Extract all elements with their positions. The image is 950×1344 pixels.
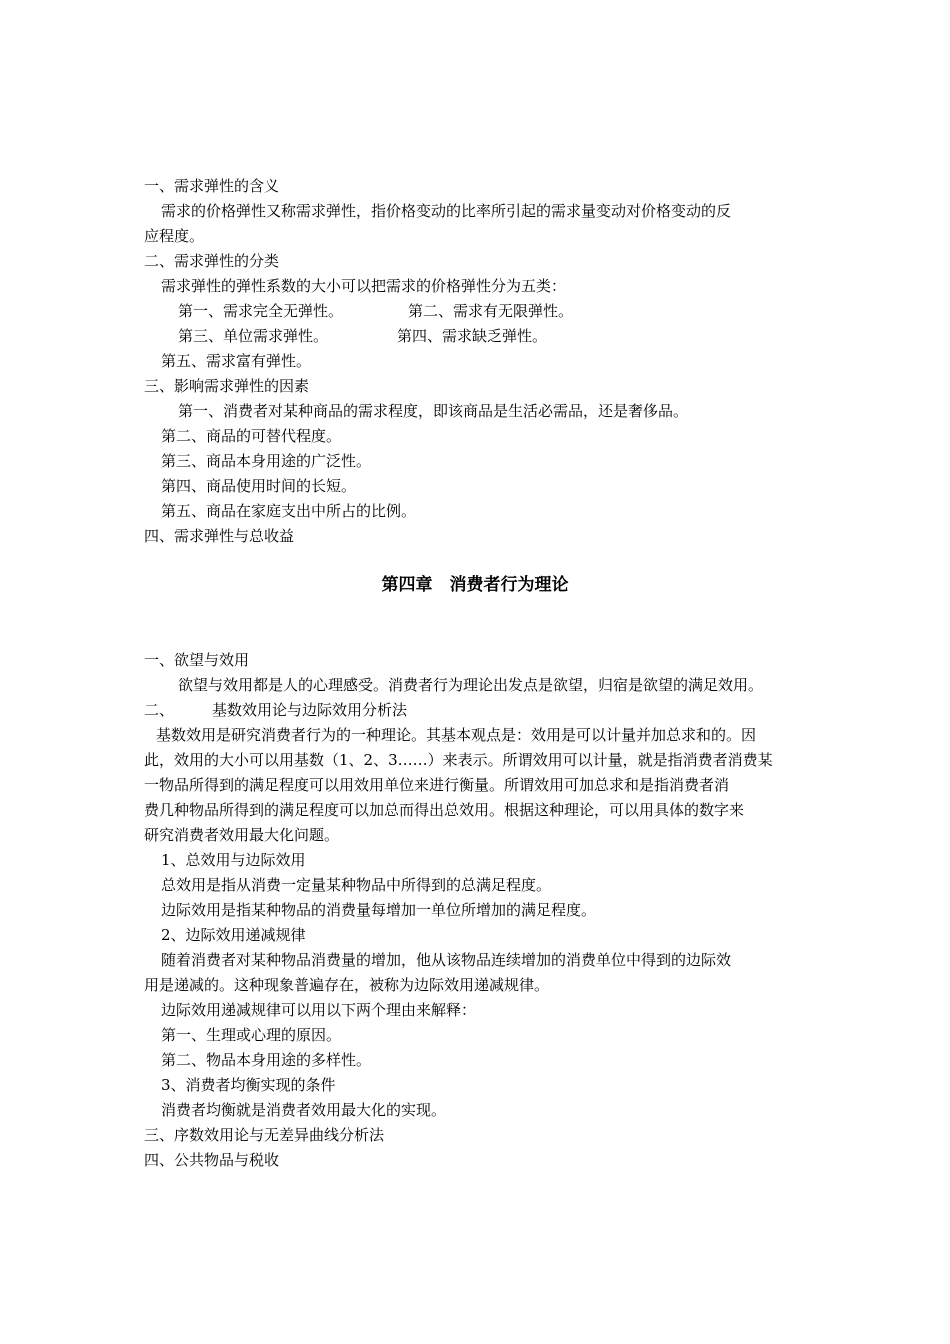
heading-demand-elasticity-meaning: 一、需求弹性的含义: [144, 177, 280, 195]
factor-item-5: 第五、商品在家庭支出中所占的比例。: [161, 502, 417, 520]
paragraph-cardinal-line4: 费几种物品所得到的满足程度可以加总而得出总效用。根据这种理论，可以用具体的数字来: [144, 801, 745, 819]
paragraph-diminishing-line1: 随着消费者对某种物品消费量的增加，他从该物品连续增加的消费单位中得到的边际效: [161, 951, 732, 969]
definition-total-utility: 总效用是指从消费一定量某种物品中所得到的总满足程度。: [161, 876, 552, 894]
chapter-title: 第四章 消费者行为理论: [381, 575, 569, 595]
paragraph-classes-intro: 需求弹性的弹性系数的大小可以把需求的价格弹性分为五类：: [161, 277, 567, 295]
class-item-3: 第三、单位需求弹性。: [178, 327, 329, 345]
heading-desire-utility: 一、欲望与效用: [144, 651, 250, 669]
factor-item-4: 第四、商品使用时间的长短。: [161, 477, 357, 495]
definition-marginal-utility: 边际效用是指某种物品的消费量每增加一单位所增加的满足程度。: [161, 901, 597, 919]
heading-ordinal-utility: 三、序数效用论与无差异曲线分析法: [144, 1126, 385, 1144]
class-item-2: 第二、需求有无限弹性。: [408, 302, 574, 320]
class-item-4: 第四、需求缺乏弹性。: [397, 327, 548, 345]
paragraph-diminishing-line2: 用是递减的。这种现象普遍存在，被称为边际效用递减规律。: [144, 976, 550, 994]
heading-elasticity-factors: 三、影响需求弹性的因素: [144, 377, 310, 395]
subheading-consumer-equilibrium: 3、消费者均衡实现的条件: [161, 1076, 336, 1094]
paragraph-diminishing-reasons: 边际效用递减规律可以用以下两个理由来解释：: [161, 1001, 477, 1019]
heading-public-goods-tax: 四、公共物品与税收: [144, 1151, 280, 1169]
paragraph-definition-line2: 应程度。: [144, 227, 205, 245]
reason-item-1: 第一、生理或心理的原因。: [161, 1026, 342, 1044]
definition-consumer-equilibrium: 消费者均衡就是消费者效用最大化的实现。: [161, 1101, 447, 1119]
class-item-5: 第五、需求富有弹性。: [161, 352, 312, 370]
paragraph-definition-line1: 需求的价格弹性又称需求弹性，指价格变动的比率所引起的需求量变动对价格变动的反: [161, 202, 732, 220]
paragraph-cardinal-line1: 基数效用是研究消费者行为的一种理论。其基本观点是：效用是可以计量并加总求和的。因: [156, 726, 757, 744]
factor-item-3: 第三、商品本身用途的广泛性。: [161, 452, 372, 470]
paragraph-cardinal-line2: 此，效用的大小可以用基数（1、2、3……）来表示。所谓效用可以计量，就是指消费者消费某: [144, 751, 773, 769]
heading-cardinal-number: 二、: [144, 701, 175, 719]
class-item-1: 第一、需求完全无弹性。: [178, 302, 344, 320]
reason-item-2: 第二、物品本身用途的多样性。: [161, 1051, 372, 1069]
paragraph-cardinal-line5: 研究消费者效用最大化问题。: [144, 826, 340, 844]
heading-cardinal-utility: 基数效用论与边际效用分析法: [212, 701, 408, 719]
paragraph-cardinal-line3: 一物品所得到的满足程度可以用效用单位来进行衡量。所谓效用可加总求和是指消费者消: [144, 776, 730, 794]
paragraph-desire-utility: 欲望与效用都是人的心理感受。消费者行为理论出发点是欲望，归宿是欲望的满足效用。: [178, 676, 764, 694]
subheading-diminishing-marginal-utility: 2、边际效用递减规律: [161, 926, 306, 944]
subheading-total-marginal-utility: 1、总效用与边际效用: [161, 851, 306, 869]
factor-item-2: 第二、商品的可替代程度。: [161, 427, 342, 445]
heading-demand-elasticity-classes: 二、需求弹性的分类: [144, 252, 280, 270]
heading-elasticity-revenue: 四、需求弹性与总收益: [144, 527, 295, 545]
factor-item-1: 第一、消费者对某种商品的需求程度，即该商品是生活必需品，还是奢侈品。: [178, 402, 689, 420]
